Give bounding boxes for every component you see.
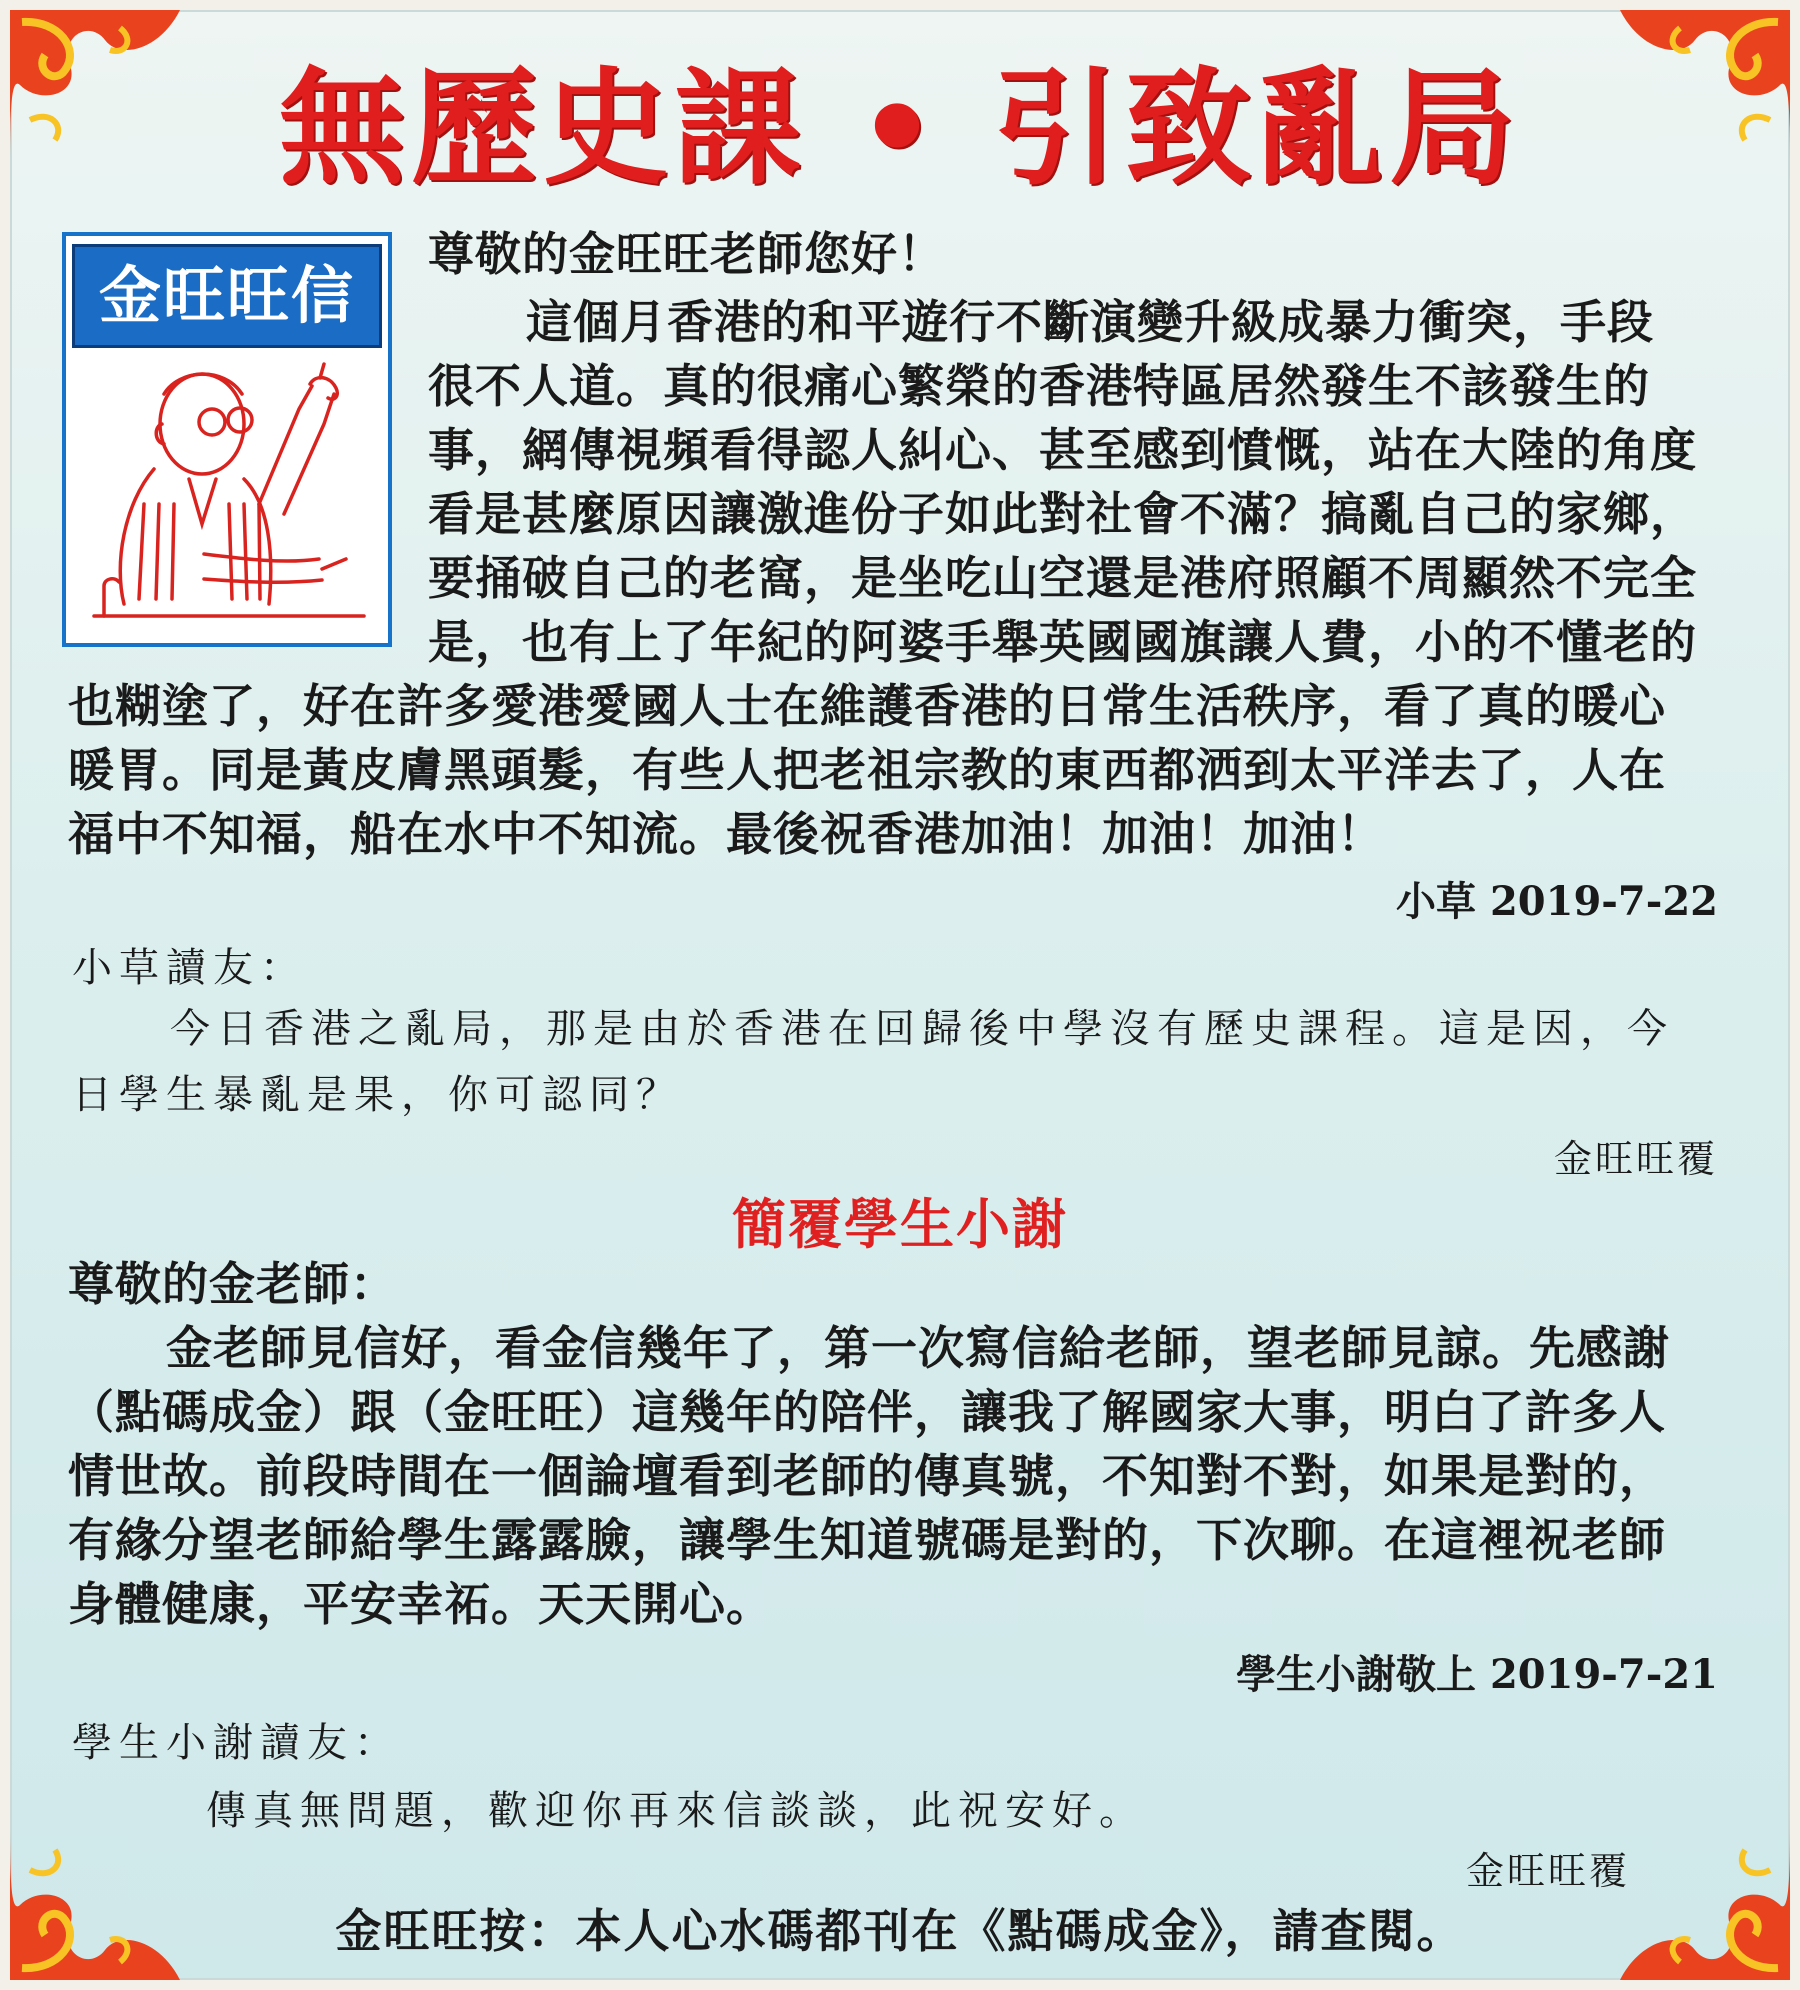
letter2-line: 情世故。前段時間在一個論壇看到老師的傳真號，不知對不對，如果是對的， xyxy=(68,1449,1666,1503)
letter2-line: （點碼成金）跟（金旺旺）這幾年的陪伴，讓我了解國家大事，明白了許多人 xyxy=(68,1385,1666,1439)
editor-note: 金旺旺按：本人心水碼都刊在《點碼成金》，請查閱。 xyxy=(335,1904,1465,1958)
reply2-signature: 金旺旺覆 xyxy=(1465,1849,1630,1893)
mailbox-logo xyxy=(62,232,392,647)
letter1-body-beside-image xyxy=(428,290,1738,674)
letter1-line: 事，網傳視頻看得認人糾心、甚至感到憤慨，站在大陸的角度 xyxy=(428,423,1697,477)
reply1-signature: 金旺旺覆 xyxy=(1553,1137,1718,1181)
teacher-illustration-icon xyxy=(84,354,374,639)
reply1-line: 今日香港之亂局，那是由於香港在回歸後中學沒有歷史課程。這是因，今 xyxy=(170,1006,1674,1052)
reply1-line: 日學生暴亂是果，你可認同？ xyxy=(72,1072,683,1118)
reply1-salutation: 小草讀友： xyxy=(72,945,307,991)
letter2-line: 有緣分望老師給學生露露臉，讓學生知道號碼是對的，下次聊。在這裡祝老師 xyxy=(68,1513,1666,1567)
letter1-line: 暖胃。同是黃皮膚黑頭髮，有些人把老祖宗教的東西都洒到太平洋去了，人在 xyxy=(68,743,1666,797)
reply2-salutation: 學生小謝讀友： xyxy=(72,1720,401,1766)
letter1-line: 也糊塗了，好在許多愛港愛國人士在維護香港的日常生活秩序，看了真的暖心 xyxy=(68,679,1666,733)
letter1-signature: 小草 2019-7-22 xyxy=(1396,878,1718,925)
letter1-line: 很不人道。真的很痛心繁榮的香港特區居然發生不該發生的 xyxy=(428,359,1650,413)
letter2-salutation: 尊敬的金老師： xyxy=(68,1257,397,1311)
letter1-line: 是，也有上了年紀的阿婆手舉英國國旗讓人費，小的不懂老的 xyxy=(428,615,1697,669)
letter2-line: 金老師見信好，看金信幾年了，第一次寫信給老師，望老師見諒。先感謝 xyxy=(166,1321,1670,1375)
letter2-signature: 學生小謝敬上 2019-7-21 xyxy=(1236,1651,1718,1698)
letter1-line: 看是甚麼原因讓激進份子如此對社會不滿？搞亂自己的家鄉， xyxy=(428,487,1697,541)
letter1-salutation: 尊敬的金旺旺老師您好！ xyxy=(428,227,945,281)
headline: 無歷史課 • 引致亂局 xyxy=(278,55,1522,202)
mailbox-label: 金旺旺信箱 xyxy=(72,244,382,348)
reply2-body: 傳真無問題，歡迎你再來信談談，此祝安好。 xyxy=(206,1788,1146,1834)
reply1-body xyxy=(72,996,1752,1128)
letter2-body xyxy=(68,1316,1738,1636)
letter1-line: 福中不知福，船在水中不知流。最後祝香港加油！加油！加油！ xyxy=(68,807,1384,861)
letter1-body-full-width xyxy=(68,674,1738,866)
section-subtitle: 簡覆學生小謝 xyxy=(732,1192,1068,1256)
letter2-line: 身體健康，平安幸祏。天天開心。 xyxy=(68,1577,773,1631)
letter1-line: 這個月香港的和平遊行不斷演變升級成暴力衝突，手段 xyxy=(526,295,1654,349)
letter1-line: 要捅破自己的老窩，是坐吃山空還是港府照顧不周顯然不完全 xyxy=(428,551,1697,605)
